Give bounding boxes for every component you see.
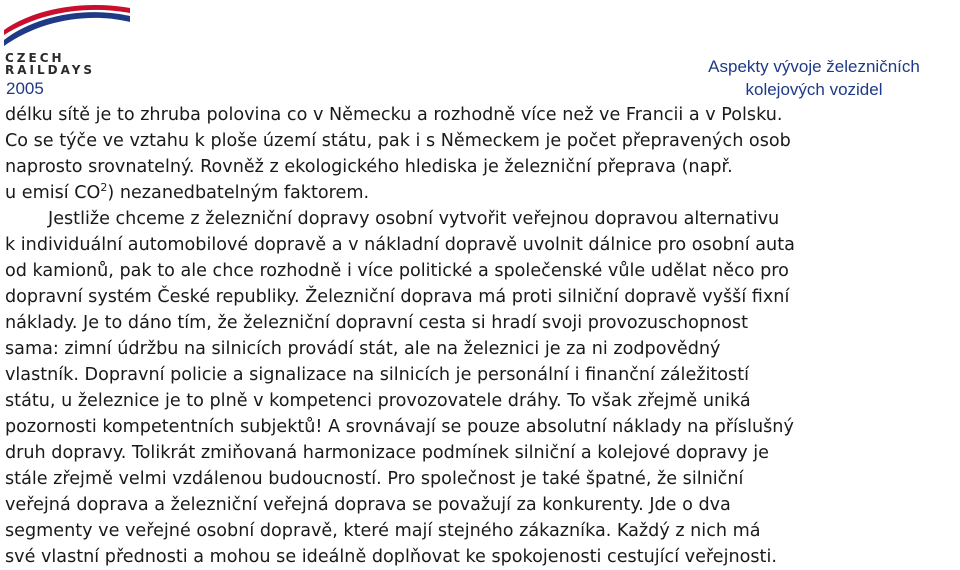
text-line: naprosto srovnatelný. Rovněž z ekologického hlediska je železniční přeprava (např. [5, 157, 733, 177]
text-line: dopravní systém České republiky. Železniční doprava má proti silniční dopravě vyšší fixní [5, 287, 790, 307]
header-title-line-1: Aspekty vývoje železničních [708, 57, 920, 76]
header-title-line-2: kolejových vozidel [745, 80, 883, 99]
header-title [674, 55, 954, 101]
text-line: druh dopravy. Tolikrát zmiňovaná harmonizace podmínek silniční a kolejové dopravy je [5, 443, 770, 463]
text-line: náklady. Je to dáno tím, že železniční dopravní cesta si hradí svoji provozuschopnost [5, 313, 748, 333]
czech-raildays-logo [0, 2, 135, 77]
text-line [5, 180, 957, 206]
text-line: pozornosti kompetentních subjektů! A srovnávají se pouze absolutní náklady na příslušný [5, 417, 794, 437]
logo-swoosh-icon [0, 2, 135, 52]
paragraph-start-line: Jestliže chceme z železniční dopravy osobní vytvořit veřejnou dopravou alternativu [48, 209, 780, 229]
text-fragment: u emisí CO [5, 183, 101, 203]
logo-text-raildays: RAILDAYS [5, 63, 96, 77]
text-line: od kamionů, pak to ale chce rozhodně i více politické a společenské vůle udělat něco pro [5, 261, 789, 281]
text-line: státu, u železnice je to plně v kompetenci provozovatele dráhy. To však zřejmě uniká [5, 391, 751, 411]
text-line: vlastník. Dopravní policie a signalizace na silnicích je personální i finanční záležitostí [5, 365, 750, 385]
text-line: k individuální automobilové dopravě a v nákladní dopravě uvolnit dálnice pro osobní auta [5, 235, 795, 255]
text-line: segmenty ve veřejné osobní dopravě, které mají stejného zákazníka. Každý z nich má [5, 521, 761, 541]
text-line: délku sítě je to zhruba polovina co v Německu a rozhodně více než ve Francii a v Polsku. [5, 105, 783, 125]
text-line: stále zřejmě velmi vzdálenou budoucností. Pro společnost je také špatné, že silniční [5, 469, 744, 489]
header-year: 2005 [6, 79, 44, 98]
text-fragment: ) nezanedbatelným faktorem. [107, 183, 370, 203]
text-line: Co se týče ve vztahu k ploše území státu, pak i s Německem je počet přepravených osob [5, 131, 791, 151]
logo-text-czech: CZECH [5, 51, 65, 65]
text-line: své vlastní přednosti a mohou se ideálně doplňovat ke spokojenosti cestující veřejnosti. [5, 547, 777, 567]
superscript-2: 2 [100, 181, 108, 194]
body-text [5, 102, 957, 570]
text-line: sama: zimní údržbu na silnicích provádí stát, ale na železnici je za ni zodpovědný [5, 339, 721, 359]
text-line: veřejná doprava a železniční veřejná doprava se považují za konkurenty. Jde o dva [5, 495, 731, 515]
